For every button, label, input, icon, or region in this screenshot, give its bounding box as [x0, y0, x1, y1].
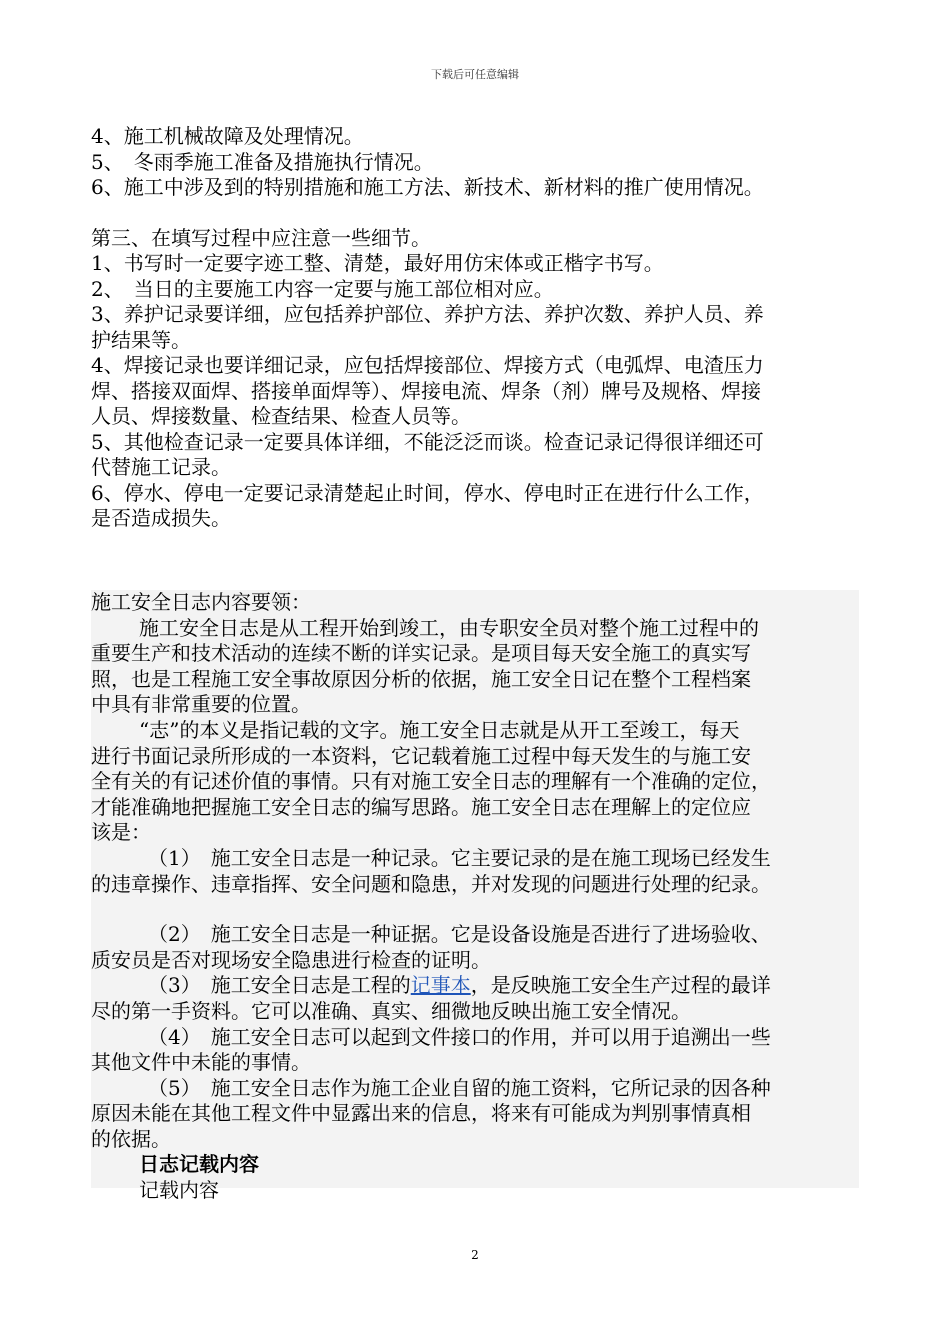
list-item: （4） 施工安全日志可以起到文件接口的作用，并可以用于追溯出一些 [148, 1024, 771, 1049]
text-line: 代替施工记录。 [91, 455, 231, 479]
subsection-heading: 日志记载内容 [139, 1152, 259, 1177]
text-line: 焊、搭接双面焊、搭接单面焊等）、焊接电流、焊条（剂）牌号及规格、焊接 [91, 378, 761, 403]
text-line: 中具有非常重要的位置。 [91, 692, 311, 717]
text-line: 才能准确地把握施工安全日志的编写思路。施工安全日志在理解上的定位应 [91, 794, 751, 819]
text-line: 第三、在填写过程中应注意一些细节。 [91, 225, 431, 250]
text-line: 的依据。 [91, 1126, 171, 1151]
text-line: 施工安全日志是从工程开始到竣工，由专职安全员对整个施工过程中的 [139, 615, 759, 640]
text-line: 4、焊接记录也要详细记录，应包括焊接部位、焊接方式（电弧焊、电渣压力 [91, 353, 764, 377]
text-line: 该是： [91, 820, 151, 845]
text-line: 护结果等。 [91, 327, 191, 352]
text-line: 5、 冬雨季施工准备及措施执行情况。 [91, 149, 434, 174]
text-line: 质安员是否对现场安全隐患进行检查的证明。 [91, 947, 491, 972]
section-log-details [91, 124, 871, 532]
list-item [91, 973, 859, 999]
text-span: ，是反映施工安全生产过程的最详 [470, 973, 771, 998]
text-line: 全有关的有记述价值的事情。只有对施工安全日志的理解有一个准确的定位， [91, 769, 771, 794]
list-item: （2） 施工安全日志是一种证据。它是设备设施是否进行了进场验收、 [148, 922, 771, 947]
text-line: 的违章操作、违章指挥、安全问题和隐患，并对发现的问题进行处理的纪录。 [91, 871, 771, 896]
notebook-link[interactable]: 记事本 [410, 973, 471, 998]
subsection-subheading: 记载内容 [139, 1178, 219, 1203]
text-line: 人员、焊接数量、检查结果、检查人员等。 [91, 404, 471, 428]
text-line: 3、养护记录要详细，应包括养护部位、养护方法、养护次数、养护人员、养 [91, 302, 764, 326]
page-number: 2 [471, 1248, 479, 1262]
text-span: （3） 施工安全日志是工程的 [148, 973, 411, 998]
text-line: 其他文件中未能的事情。 [91, 1050, 311, 1075]
text-line: 尽的第一手资料。它可以准确、真实、细微地反映出施工安全情况。 [91, 998, 691, 1023]
text-line: 照，也是工程施工安全事故原因分析的依据，施工安全日记在整个工程档案 [91, 666, 751, 691]
text-line: “志”的本义是指记载的文字。施工安全日志就是从开工至竣工，每天 [139, 717, 740, 742]
text-line: 重要生产和技术活动的连续不断的详实记录。是项目每天安全施工的真实写 [91, 641, 751, 666]
section-safety-log [91, 590, 859, 1203]
text-line: 2、 当日的主要施工内容一定要与施工部位相对应。 [91, 276, 554, 301]
text-line: 5、其他检查记录一定要具体详细，不能泛泛而谈。检查记录记得很详细还可 [91, 429, 764, 454]
section-title: 施工安全日志内容要领： [91, 590, 311, 614]
text-line: 原因未能在其他工程文件中显露出来的信息，将来有可能成为判别事情真相 [91, 1101, 751, 1126]
list-item: （5） 施工安全日志作为施工企业自留的施工资料，它所记录的因各种 [148, 1075, 771, 1100]
list-item: （1） 施工安全日志是一种记录。它主要记录的是在施工现场已经发生 [148, 845, 771, 870]
page-header-note: 下载后可任意编辑 [431, 68, 519, 81]
text-line: 是否造成损失。 [91, 506, 231, 530]
text-line: 6、停水、停电一定要记录清楚起止时间，停水、停电时正在进行什么工作， [91, 480, 764, 505]
text-line: 4、施工机械故障及处理情况。 [91, 124, 364, 148]
text-line: 1、书写时一定要字迹工整、清楚，最好用仿宋体或正楷字书写。 [91, 251, 664, 275]
text-line: 6、施工中涉及到的特别措施和施工方法、新技术、新材料的推广使用情况。 [91, 175, 764, 199]
text-line: 进行书面记录所形成的一本资料，它记载着施工过程中每天发生的与施工安 [91, 743, 751, 768]
